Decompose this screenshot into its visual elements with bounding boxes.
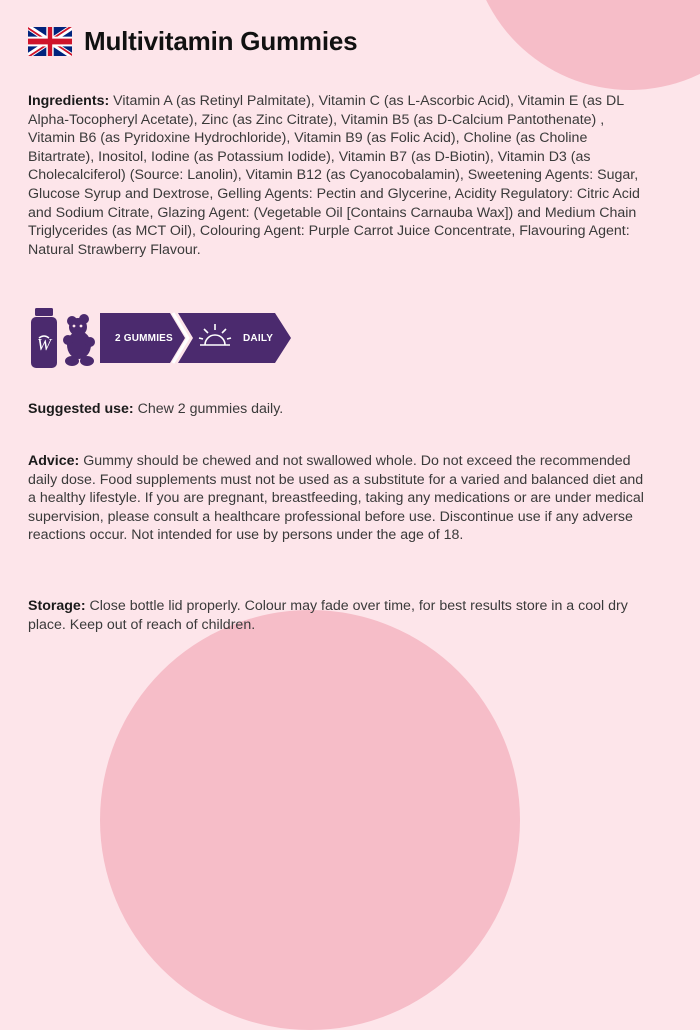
ingredients-section [28, 92, 654, 259]
ingredients-label: Ingredients: [28, 93, 110, 109]
suggested-use-text: Chew 2 gummies daily. [133, 401, 284, 417]
storage-text: Close bottle lid properly. Colour may fade over time, for best results store in a cool dry place. Keep out of reach of children. [28, 598, 628, 633]
page-title: Multivitamin Gummies [84, 26, 358, 56]
decorative-circle-top [470, 0, 700, 90]
daily-frequency-label: DAILY [243, 333, 274, 344]
decorative-circle-bottom [100, 610, 520, 1030]
page-header [28, 26, 357, 57]
gummies-dose-label: 2 GUMMIES [115, 333, 173, 344]
gummy-bear-icon [63, 314, 95, 366]
advice-label: Advice: [28, 453, 80, 469]
advice-section [28, 452, 654, 545]
advice-text: Gummy should be chewed and not swallowed whole. Do not exceed the recommended daily dose. Food supplements must not be used as a substitute for a varied and balanced diet and a healthy lifestyle. If you are pregnant, breastfeeding, taking any medications or are under medical supervision, please consult a healthcare professional before use. Discontinue use if any adverse reactions occur. Not intended for use by persons under the age of 18. [28, 453, 644, 544]
suggested-use-label: Suggested use: [28, 401, 134, 417]
storage-section [28, 597, 654, 634]
daily-arrow [178, 313, 291, 363]
svg-text:W: W [36, 335, 52, 354]
dose-banner [28, 305, 293, 371]
bottle-icon [31, 308, 57, 368]
uk-flag-icon [28, 27, 72, 56]
ingredients-text: Vitamin A (as Retinyl Palmitate), Vitamin C (as L-Ascorbic Acid), Vitamin E (as DL Alpha-Tocopheryl Acetate), Zinc (as Zinc Citrate), Vitamin B5 (as D-Calcium Pantothenate) , Vitamin B6 (as Pyridoxine Hydrochloride), Vitamin B9 (as Folic Acid), Choline (as Choline Bitartrate), Inositol, Iodine (as Potassium Iodide), Vitamin B7 (as D-Biotin), Vitamin D3 (as Cholecalciferol) (Source: Lanolin), Vitamin B12 (as Cyanocobalamin), Sweetening Agents: Sugar, Glucose Syrup and Dextrose, Gelling Agents: Pectin and Glycerine, Acidity Regulatory: Citric Acid and Sodium Citrate, Glazing Agent: (Vegetable Oil [Contains Carnauba Wax]) and Medium Chain Triglycerides (as MCT Oil), Colouring Agent: Purple Carrot Juice Concentrate, Flavouring Agent: Natural Strawberry Flavour. [28, 93, 640, 258]
suggested-use-section [28, 400, 654, 419]
storage-label: Storage: [28, 598, 86, 614]
